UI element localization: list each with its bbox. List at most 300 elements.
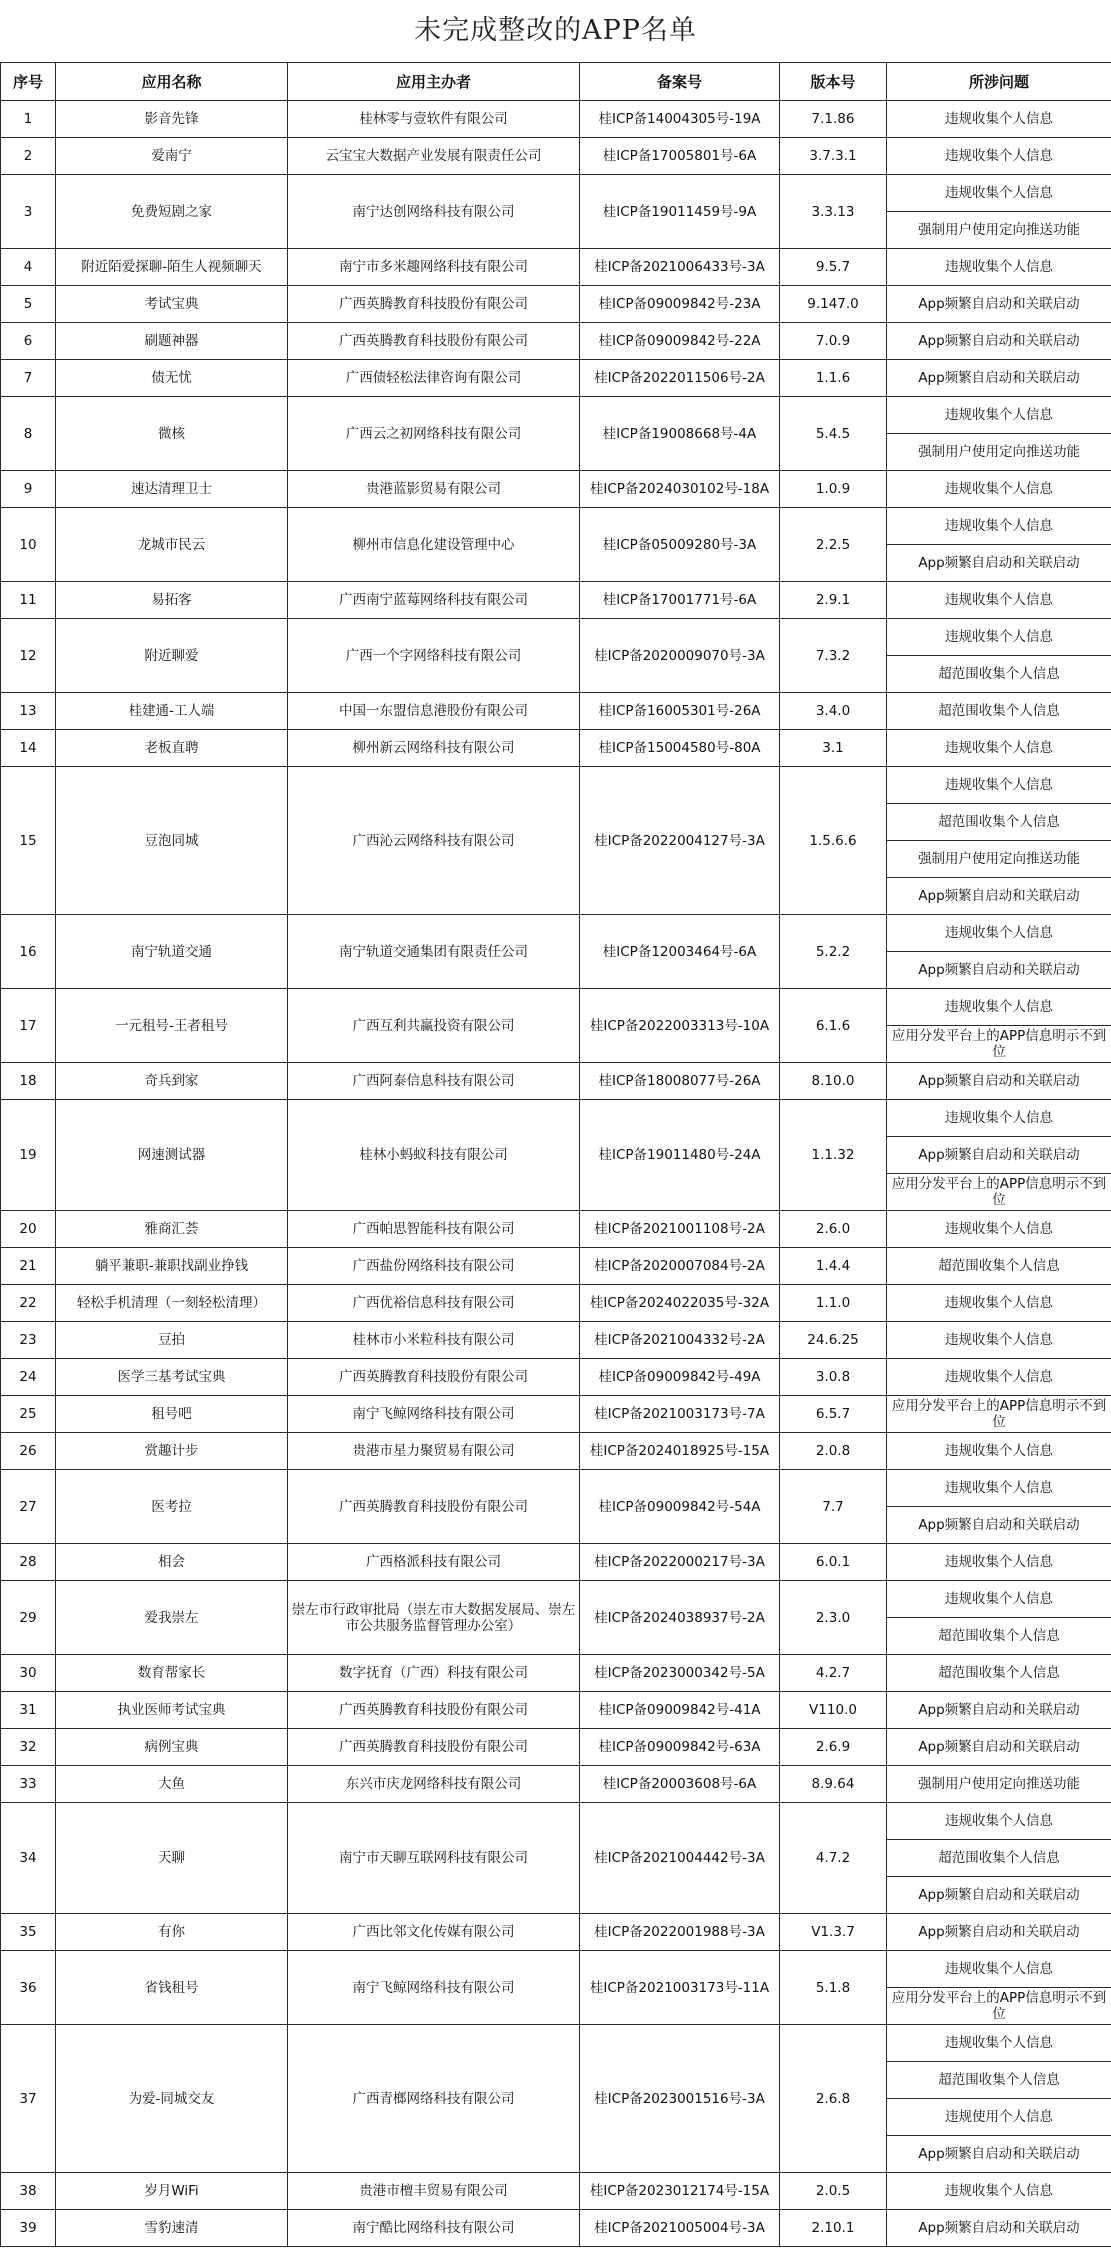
app-organizer: 中国一东盟信息港股份有限公司 bbox=[288, 693, 580, 730]
app-organizer: 广西英腾教育科技股份有限公司 bbox=[288, 1729, 580, 1766]
app-version: 5.1.8 bbox=[780, 1951, 887, 2025]
app-version: 9.5.7 bbox=[780, 249, 887, 286]
issue-cell: App频繁自启动和关联启动 bbox=[887, 952, 1111, 989]
issue-cell: App频繁自启动和关联启动 bbox=[887, 878, 1111, 915]
app-organizer: 广西帕思智能科技有限公司 bbox=[288, 1211, 580, 1248]
header-icp: 备案号 bbox=[580, 63, 780, 101]
app-version: 1.1.0 bbox=[780, 1285, 887, 1322]
issue-cell: App频繁自启动和关联启动 bbox=[887, 2136, 1111, 2173]
icp-number: 桂ICP备05009280号-3A bbox=[580, 508, 780, 582]
app-organizer: 广西英腾教育科技股份有限公司 bbox=[288, 1359, 580, 1396]
app-name: 考试宝典 bbox=[56, 286, 288, 323]
app-name: 豆拍 bbox=[56, 1322, 288, 1359]
row-number: 32 bbox=[1, 1729, 56, 1766]
icp-number: 桂ICP备2024038937号-2A bbox=[580, 1581, 780, 1655]
row-number: 6 bbox=[1, 323, 56, 360]
issue-cell: 违规收集个人信息 bbox=[887, 2025, 1111, 2062]
issue-cell: 违规收集个人信息 bbox=[887, 471, 1111, 508]
app-name: 大鱼 bbox=[56, 1766, 288, 1803]
row-number: 30 bbox=[1, 1655, 56, 1692]
row-number: 2 bbox=[1, 138, 56, 175]
app-version: 2.9.1 bbox=[780, 582, 887, 619]
app-version: 7.7 bbox=[780, 1470, 887, 1544]
icp-number: 桂ICP备16005301号-26A bbox=[580, 693, 780, 730]
row-number: 4 bbox=[1, 249, 56, 286]
row-number: 9 bbox=[1, 471, 56, 508]
table-row bbox=[1, 1470, 1111, 1507]
issue-cell: 应用分发平台上的APP信息明示不到位 bbox=[887, 1396, 1111, 1433]
app-version: 3.4.0 bbox=[780, 693, 887, 730]
issue-cell: 违规使用个人信息 bbox=[887, 2099, 1111, 2136]
icp-number: 桂ICP备2021003173号-7A bbox=[580, 1396, 780, 1433]
app-list-table bbox=[0, 62, 1111, 2247]
app-version: 4.7.2 bbox=[780, 1803, 887, 1914]
app-organizer: 南宁达创网络科技有限公司 bbox=[288, 175, 580, 249]
app-name: 附近陌爱探聊-陌生人视频聊天 bbox=[56, 249, 288, 286]
app-organizer: 广西沁云网络科技有限公司 bbox=[288, 767, 580, 915]
row-number: 14 bbox=[1, 730, 56, 767]
icp-number: 桂ICP备09009842号-23A bbox=[580, 286, 780, 323]
app-organizer: 云宝宝大数据产业发展有限责任公司 bbox=[288, 138, 580, 175]
app-organizer: 贵港市星力聚贸易有限公司 bbox=[288, 1433, 580, 1470]
table-row bbox=[1, 1655, 1111, 1692]
app-name: 租号吧 bbox=[56, 1396, 288, 1433]
app-organizer: 南宁市天聊互联网科技有限公司 bbox=[288, 1803, 580, 1914]
table-row bbox=[1, 582, 1111, 619]
table-row bbox=[1, 249, 1111, 286]
app-version: 6.1.6 bbox=[780, 989, 887, 1063]
issue-cell: 超范围收集个人信息 bbox=[887, 1618, 1111, 1655]
row-number: 3 bbox=[1, 175, 56, 249]
icp-number: 桂ICP备12003464号-6A bbox=[580, 915, 780, 989]
row-number: 17 bbox=[1, 989, 56, 1063]
row-number: 12 bbox=[1, 619, 56, 693]
row-number: 23 bbox=[1, 1322, 56, 1359]
app-version: 6.5.7 bbox=[780, 1396, 887, 1433]
app-name: 易拓客 bbox=[56, 582, 288, 619]
row-number: 24 bbox=[1, 1359, 56, 1396]
app-version: V110.0 bbox=[780, 1692, 887, 1729]
table-row bbox=[1, 1211, 1111, 1248]
app-name: 岁月WiFi bbox=[56, 2173, 288, 2210]
icp-number: 桂ICP备2021006433号-3A bbox=[580, 249, 780, 286]
table-row bbox=[1, 397, 1111, 434]
row-number: 36 bbox=[1, 1951, 56, 2025]
table-row bbox=[1, 1581, 1111, 1618]
row-number: 25 bbox=[1, 1396, 56, 1433]
app-version: 3.7.3.1 bbox=[780, 138, 887, 175]
app-organizer: 广西互利共赢投资有限公司 bbox=[288, 989, 580, 1063]
table-row bbox=[1, 989, 1111, 1026]
table-row bbox=[1, 1100, 1111, 1137]
issue-cell: 强制用户使用定向推送功能 bbox=[887, 1766, 1111, 1803]
table-row bbox=[1, 2173, 1111, 2210]
icp-number: 桂ICP备2024030102号-18A bbox=[580, 471, 780, 508]
table-row bbox=[1, 730, 1111, 767]
issue-cell: 违规收集个人信息 bbox=[887, 1470, 1111, 1507]
app-version: 1.5.6.6 bbox=[780, 767, 887, 915]
app-organizer: 贵港市檀丰贸易有限公司 bbox=[288, 2173, 580, 2210]
table-row bbox=[1, 1359, 1111, 1396]
app-organizer: 南宁市多米趣网络科技有限公司 bbox=[288, 249, 580, 286]
app-name: 老板直聘 bbox=[56, 730, 288, 767]
icp-number: 桂ICP备2022000217号-3A bbox=[580, 1544, 780, 1581]
app-name: 爱南宁 bbox=[56, 138, 288, 175]
icp-number: 桂ICP备2021004442号-3A bbox=[580, 1803, 780, 1914]
issue-cell: 违规收集个人信息 bbox=[887, 1803, 1111, 1840]
app-organizer: 广西优裕信息科技有限公司 bbox=[288, 1285, 580, 1322]
app-organizer: 桂林小蚂蚁科技有限公司 bbox=[288, 1100, 580, 1211]
app-version: 24.6.25 bbox=[780, 1322, 887, 1359]
app-organizer: 广西盐份网络科技有限公司 bbox=[288, 1248, 580, 1285]
app-name: 病例宝典 bbox=[56, 1729, 288, 1766]
issue-cell: App频繁自启动和关联启动 bbox=[887, 1877, 1111, 1914]
app-organizer: 贵港蓝影贸易有限公司 bbox=[288, 471, 580, 508]
app-version: 7.0.9 bbox=[780, 323, 887, 360]
icp-number: 桂ICP备09009842号-54A bbox=[580, 1470, 780, 1544]
app-name: 有你 bbox=[56, 1914, 288, 1951]
app-name: 医学三基考试宝典 bbox=[56, 1359, 288, 1396]
row-number: 1 bbox=[1, 101, 56, 138]
row-number: 5 bbox=[1, 286, 56, 323]
row-number: 8 bbox=[1, 397, 56, 471]
row-number: 37 bbox=[1, 2025, 56, 2173]
icp-number: 桂ICP备19008668号-4A bbox=[580, 397, 780, 471]
icp-number: 桂ICP备19011480号-24A bbox=[580, 1100, 780, 1211]
row-number: 13 bbox=[1, 693, 56, 730]
table-row bbox=[1, 138, 1111, 175]
issue-cell: 强制用户使用定向推送功能 bbox=[887, 212, 1111, 249]
table-header-row bbox=[1, 63, 1111, 101]
app-name: 雅商汇荟 bbox=[56, 1211, 288, 1248]
app-name: 龙城市民云 bbox=[56, 508, 288, 582]
app-organizer: 数字抚育（广西）科技有限公司 bbox=[288, 1655, 580, 1692]
app-name: 执业医师考试宝典 bbox=[56, 1692, 288, 1729]
app-name: 为爱-同城交友 bbox=[56, 2025, 288, 2173]
row-number: 15 bbox=[1, 767, 56, 915]
row-number: 7 bbox=[1, 360, 56, 397]
row-number: 11 bbox=[1, 582, 56, 619]
issue-cell: App频繁自启动和关联启动 bbox=[887, 1914, 1111, 1951]
app-name: 省钱租号 bbox=[56, 1951, 288, 2025]
app-version: 8.10.0 bbox=[780, 1063, 887, 1100]
issue-cell: 违规收集个人信息 bbox=[887, 582, 1111, 619]
table-row bbox=[1, 1766, 1111, 1803]
table-row bbox=[1, 1544, 1111, 1581]
issue-cell: App频繁自启动和关联启动 bbox=[887, 1137, 1111, 1174]
table-row bbox=[1, 1285, 1111, 1322]
icp-number: 桂ICP备19011459号-9A bbox=[580, 175, 780, 249]
row-number: 33 bbox=[1, 1766, 56, 1803]
issue-cell: 违规收集个人信息 bbox=[887, 1100, 1111, 1137]
table-row bbox=[1, 1063, 1111, 1100]
app-version: 1.4.4 bbox=[780, 1248, 887, 1285]
table-row bbox=[1, 1248, 1111, 1285]
app-version: 4.2.7 bbox=[780, 1655, 887, 1692]
icp-number: 桂ICP备14004305号-19A bbox=[580, 101, 780, 138]
app-name: 躺平兼职-兼职找副业挣钱 bbox=[56, 1248, 288, 1285]
app-organizer: 柳州新云网络科技有限公司 bbox=[288, 730, 580, 767]
row-number: 18 bbox=[1, 1063, 56, 1100]
issue-cell: 违规收集个人信息 bbox=[887, 619, 1111, 656]
row-number: 31 bbox=[1, 1692, 56, 1729]
app-organizer: 南宁飞鲸网络科技有限公司 bbox=[288, 1396, 580, 1433]
row-number: 22 bbox=[1, 1285, 56, 1322]
issue-cell: 超范围收集个人信息 bbox=[887, 1248, 1111, 1285]
app-organizer: 广西英腾教育科技股份有限公司 bbox=[288, 1470, 580, 1544]
icp-number: 桂ICP备2021004332号-2A bbox=[580, 1322, 780, 1359]
icp-number: 桂ICP备18008077号-26A bbox=[580, 1063, 780, 1100]
app-version: 1.0.9 bbox=[780, 471, 887, 508]
issue-cell: App频繁自启动和关联启动 bbox=[887, 2210, 1111, 2247]
app-name: 一元租号-王者租号 bbox=[56, 989, 288, 1063]
issue-cell: 应用分发平台上的APP信息明示不到位 bbox=[887, 1988, 1111, 2025]
table-row bbox=[1, 1396, 1111, 1433]
app-version: 7.3.2 bbox=[780, 619, 887, 693]
table-row bbox=[1, 1692, 1111, 1729]
app-version: 1.1.32 bbox=[780, 1100, 887, 1211]
app-name: 赏趣计步 bbox=[56, 1433, 288, 1470]
app-organizer: 南宁飞鲸网络科技有限公司 bbox=[288, 1951, 580, 2025]
row-number: 29 bbox=[1, 1581, 56, 1655]
app-name: 债无忧 bbox=[56, 360, 288, 397]
issue-cell: 违规收集个人信息 bbox=[887, 508, 1111, 545]
table-row bbox=[1, 323, 1111, 360]
table-body bbox=[1, 101, 1111, 2247]
app-name: 免费短剧之家 bbox=[56, 175, 288, 249]
row-number: 19 bbox=[1, 1100, 56, 1211]
table-row bbox=[1, 767, 1111, 804]
issue-cell: 应用分发平台上的APP信息明示不到位 bbox=[887, 1026, 1111, 1063]
icp-number: 桂ICP备09009842号-49A bbox=[580, 1359, 780, 1396]
icp-number: 桂ICP备2022011506号-2A bbox=[580, 360, 780, 397]
issue-cell: 违规收集个人信息 bbox=[887, 915, 1111, 952]
app-name: 数育帮家长 bbox=[56, 1655, 288, 1692]
issue-cell: 违规收集个人信息 bbox=[887, 249, 1111, 286]
app-organizer: 桂林市小米粒科技有限公司 bbox=[288, 1322, 580, 1359]
app-name: 影音先锋 bbox=[56, 101, 288, 138]
table-row bbox=[1, 1433, 1111, 1470]
table-row bbox=[1, 2025, 1111, 2062]
app-organizer: 南宁酷比网络科技有限公司 bbox=[288, 2210, 580, 2247]
icp-number: 桂ICP备2021003173号-11A bbox=[580, 1951, 780, 2025]
app-version: 6.0.1 bbox=[780, 1544, 887, 1581]
icp-number: 桂ICP备2021005004号-3A bbox=[580, 2210, 780, 2247]
app-name: 相会 bbox=[56, 1544, 288, 1581]
table-row bbox=[1, 915, 1111, 952]
app-name: 桂建通-工人端 bbox=[56, 693, 288, 730]
issue-cell: 超范围收集个人信息 bbox=[887, 656, 1111, 693]
issue-cell: 超范围收集个人信息 bbox=[887, 1655, 1111, 1692]
issue-cell: 超范围收集个人信息 bbox=[887, 1840, 1111, 1877]
issue-cell: 违规收集个人信息 bbox=[887, 1951, 1111, 1988]
app-organizer: 东兴市庆龙网络科技有限公司 bbox=[288, 1766, 580, 1803]
icp-number: 桂ICP备2022004127号-3A bbox=[580, 767, 780, 915]
icp-number: 桂ICP备2021001108号-2A bbox=[580, 1211, 780, 1248]
issue-cell: App频繁自启动和关联启动 bbox=[887, 360, 1111, 397]
app-name: 微核 bbox=[56, 397, 288, 471]
issue-cell: App频繁自启动和关联启动 bbox=[887, 1729, 1111, 1766]
issue-cell: 违规收集个人信息 bbox=[887, 767, 1111, 804]
issue-cell: 违规收集个人信息 bbox=[887, 1359, 1111, 1396]
app-organizer: 广西英腾教育科技股份有限公司 bbox=[288, 286, 580, 323]
issue-cell: 超范围收集个人信息 bbox=[887, 804, 1111, 841]
app-name: 奇兵到家 bbox=[56, 1063, 288, 1100]
table-row bbox=[1, 471, 1111, 508]
row-number: 28 bbox=[1, 1544, 56, 1581]
row-number: 26 bbox=[1, 1433, 56, 1470]
app-name: 附近聊爱 bbox=[56, 619, 288, 693]
app-version: 2.0.8 bbox=[780, 1433, 887, 1470]
app-organizer: 广西比邻文化传媒有限公司 bbox=[288, 1914, 580, 1951]
app-version: 2.3.0 bbox=[780, 1581, 887, 1655]
header-app-name: 应用名称 bbox=[56, 63, 288, 101]
row-number: 20 bbox=[1, 1211, 56, 1248]
table-row bbox=[1, 175, 1111, 212]
issue-cell: 违规收集个人信息 bbox=[887, 1211, 1111, 1248]
document-title: 未完成整改的APP名单 bbox=[414, 15, 697, 46]
row-number: 21 bbox=[1, 1248, 56, 1285]
app-organizer: 南宁轨道交通集团有限责任公司 bbox=[288, 915, 580, 989]
app-name: 刷题神器 bbox=[56, 323, 288, 360]
issue-cell: App频繁自启动和关联启动 bbox=[887, 1063, 1111, 1100]
icp-number: 桂ICP备09009842号-41A bbox=[580, 1692, 780, 1729]
header-no: 序号 bbox=[1, 63, 56, 101]
issue-cell: 违规收集个人信息 bbox=[887, 138, 1111, 175]
issue-cell: App频繁自启动和关联启动 bbox=[887, 1507, 1111, 1544]
issue-cell: 违规收集个人信息 bbox=[887, 1322, 1111, 1359]
app-name: 网速测试器 bbox=[56, 1100, 288, 1211]
row-number: 16 bbox=[1, 915, 56, 989]
table-row bbox=[1, 360, 1111, 397]
icp-number: 桂ICP备17005801号-6A bbox=[580, 138, 780, 175]
app-organizer: 广西南宁蓝莓网络科技有限公司 bbox=[288, 582, 580, 619]
app-version: 9.147.0 bbox=[780, 286, 887, 323]
app-name: 豆泡同城 bbox=[56, 767, 288, 915]
issue-cell: 违规收集个人信息 bbox=[887, 989, 1111, 1026]
app-version: V1.3.7 bbox=[780, 1914, 887, 1951]
icp-number: 桂ICP备15004580号-80A bbox=[580, 730, 780, 767]
app-name: 轻松手机清理（一刻轻松清理） bbox=[56, 1285, 288, 1322]
app-name: 爱我崇左 bbox=[56, 1581, 288, 1655]
app-version: 2.10.1 bbox=[780, 2210, 887, 2247]
icp-number: 桂ICP备2020009070号-3A bbox=[580, 619, 780, 693]
app-version: 8.9.64 bbox=[780, 1766, 887, 1803]
app-version: 7.1.86 bbox=[780, 101, 887, 138]
issue-cell: 违规收集个人信息 bbox=[887, 397, 1111, 434]
issue-cell: 应用分发平台上的APP信息明示不到位 bbox=[887, 1174, 1111, 1211]
icp-number: 桂ICP备2024018925号-15A bbox=[580, 1433, 780, 1470]
row-number: 35 bbox=[1, 1914, 56, 1951]
app-version: 3.0.8 bbox=[780, 1359, 887, 1396]
icp-number: 桂ICP备2022003313号-10A bbox=[580, 989, 780, 1063]
header-organizer: 应用主办者 bbox=[288, 63, 580, 101]
icp-number: 桂ICP备2024022035号-32A bbox=[580, 1285, 780, 1322]
app-version: 5.4.5 bbox=[780, 397, 887, 471]
app-version: 2.0.5 bbox=[780, 2173, 887, 2210]
icp-number: 桂ICP备2023001516号-3A bbox=[580, 2025, 780, 2173]
row-number: 39 bbox=[1, 2210, 56, 2247]
issue-cell: 违规收集个人信息 bbox=[887, 1285, 1111, 1322]
table-row bbox=[1, 1803, 1111, 1840]
table-row bbox=[1, 286, 1111, 323]
app-organizer: 广西阿泰信息科技有限公司 bbox=[288, 1063, 580, 1100]
issue-cell: 违规收集个人信息 bbox=[887, 175, 1111, 212]
issue-cell: 强制用户使用定向推送功能 bbox=[887, 841, 1111, 878]
table-row bbox=[1, 693, 1111, 730]
app-version: 5.2.2 bbox=[780, 915, 887, 989]
app-organizer: 广西格派科技有限公司 bbox=[288, 1544, 580, 1581]
app-organizer: 广西一个字网络科技有限公司 bbox=[288, 619, 580, 693]
icp-number: 桂ICP备17001771号-6A bbox=[580, 582, 780, 619]
app-organizer: 桂林零与壹软件有限公司 bbox=[288, 101, 580, 138]
issue-cell: 违规收集个人信息 bbox=[887, 1433, 1111, 1470]
issue-cell: 超范围收集个人信息 bbox=[887, 2062, 1111, 2099]
app-version: 2.6.8 bbox=[780, 2025, 887, 2173]
issue-cell: 违规收集个人信息 bbox=[887, 1581, 1111, 1618]
app-organizer: 柳州市信息化建设管理中心 bbox=[288, 508, 580, 582]
row-number: 34 bbox=[1, 1803, 56, 1914]
table-row bbox=[1, 2210, 1111, 2247]
row-number: 10 bbox=[1, 508, 56, 582]
issue-cell: App频繁自启动和关联启动 bbox=[887, 1692, 1111, 1729]
app-version: 2.2.5 bbox=[780, 508, 887, 582]
app-name: 医考拉 bbox=[56, 1470, 288, 1544]
app-version: 2.6.9 bbox=[780, 1729, 887, 1766]
issue-cell: 超范围收集个人信息 bbox=[887, 693, 1111, 730]
app-version: 3.1 bbox=[780, 730, 887, 767]
icp-number: 桂ICP备2022001988号-3A bbox=[580, 1914, 780, 1951]
app-organizer: 广西英腾教育科技股份有限公司 bbox=[288, 1692, 580, 1729]
issue-cell: App频繁自启动和关联启动 bbox=[887, 286, 1111, 323]
app-organizer: 广西债轻松法律咨询有限公司 bbox=[288, 360, 580, 397]
icp-number: 桂ICP备2020007084号-2A bbox=[580, 1248, 780, 1285]
issue-cell: 违规收集个人信息 bbox=[887, 1544, 1111, 1581]
app-organizer: 广西云之初网络科技有限公司 bbox=[288, 397, 580, 471]
icp-number: 桂ICP备09009842号-22A bbox=[580, 323, 780, 360]
table-row bbox=[1, 508, 1111, 545]
header-issues: 所涉问题 bbox=[887, 63, 1111, 101]
table-row bbox=[1, 619, 1111, 656]
table-row bbox=[1, 101, 1111, 138]
app-name: 雪豹速清 bbox=[56, 2210, 288, 2247]
app-organizer: 崇左市行政审批局（崇左市大数据发展局、崇左市公共服务监督管理办公室） bbox=[288, 1581, 580, 1655]
table-row bbox=[1, 1322, 1111, 1359]
app-organizer: 广西青榔网络科技有限公司 bbox=[288, 2025, 580, 2173]
header-version: 版本号 bbox=[780, 63, 887, 101]
app-version: 1.1.6 bbox=[780, 360, 887, 397]
issue-cell: 违规收集个人信息 bbox=[887, 101, 1111, 138]
app-name: 速达清理卫士 bbox=[56, 471, 288, 508]
issue-cell: App频繁自启动和关联启动 bbox=[887, 323, 1111, 360]
table-row bbox=[1, 1729, 1111, 1766]
issue-cell: 违规收集个人信息 bbox=[887, 730, 1111, 767]
row-number: 27 bbox=[1, 1470, 56, 1544]
icp-number: 桂ICP备2023012174号-15A bbox=[580, 2173, 780, 2210]
table-row bbox=[1, 1951, 1111, 1988]
app-organizer: 广西英腾教育科技股份有限公司 bbox=[288, 323, 580, 360]
row-number: 38 bbox=[1, 2173, 56, 2210]
icp-number: 桂ICP备20003608号-6A bbox=[580, 1766, 780, 1803]
issue-cell: 强制用户使用定向推送功能 bbox=[887, 434, 1111, 471]
issue-cell: App频繁自启动和关联启动 bbox=[887, 545, 1111, 582]
app-version: 3.3.13 bbox=[780, 175, 887, 249]
icp-number: 桂ICP备09009842号-63A bbox=[580, 1729, 780, 1766]
app-name: 南宁轨道交通 bbox=[56, 915, 288, 989]
icp-number: 桂ICP备2023000342号-5A bbox=[580, 1655, 780, 1692]
app-name: 天聊 bbox=[56, 1803, 288, 1914]
issue-cell: 违规收集个人信息 bbox=[887, 2173, 1111, 2210]
